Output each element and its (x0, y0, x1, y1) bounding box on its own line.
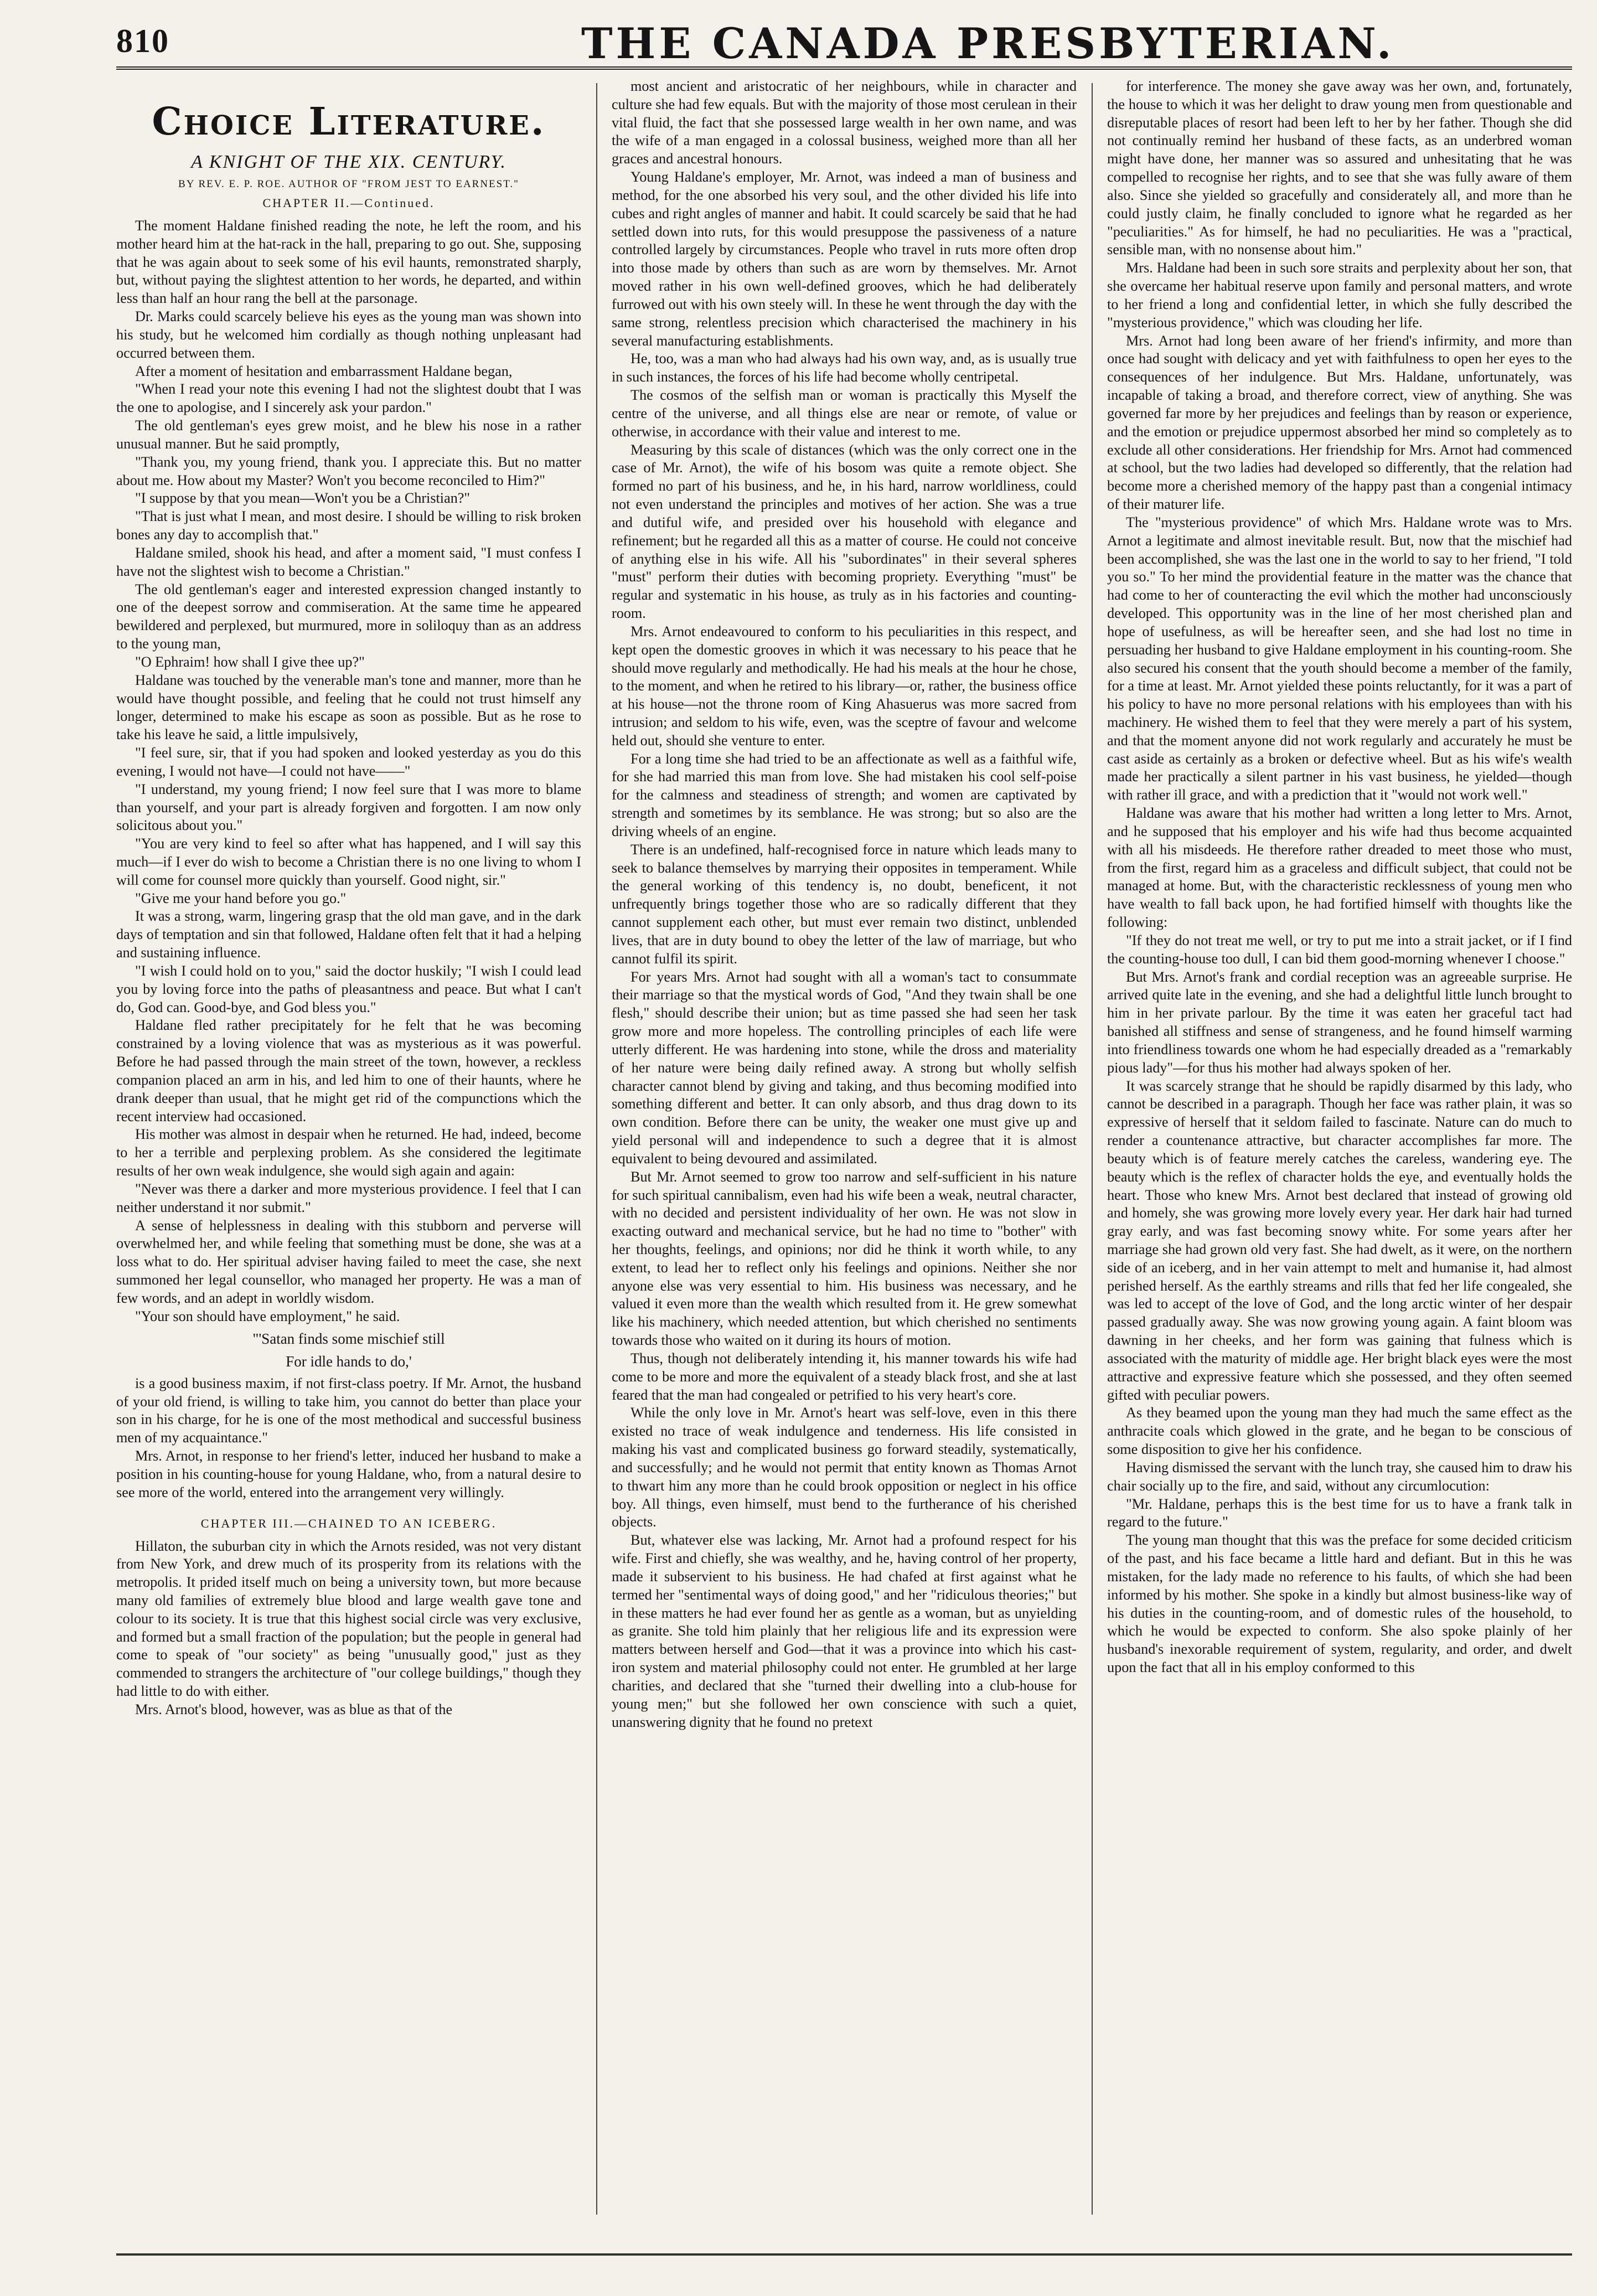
paragraph: But Mrs. Arnot's frank and cordial reception was an agreeable surprise. He arrived quite late in the evening, and she had a delightful little lunch brought to him in her private parlour. By the time it was eaten her graceful tact had banished all stiffness and sense of strangeness, and he found himself warming into friendliness towards one whom he had especially dreaded as a "remarkably pious lady"—for thus his mother had always spoken of her. (1107, 968, 1572, 1076)
column-3 (1107, 78, 1572, 2226)
paragraph: "If they do not treat me well, or try to put me into a strait jacket, or if I find the counting-house too dull, I can bid them good-morning whenever I choose." (1107, 932, 1572, 967)
column-2 (612, 78, 1077, 2226)
paragraph-group (116, 1375, 581, 1502)
paragraph: But Mr. Arnot seemed to grow too narrow and self-sufficient in his nature for such spiritual cannibalism, even had his wife been a weak, neutral character, with no decided and persistent individuality of her own. He was not slow in exacting outward and mechanical service, but he had no time to "bother" with her thoughts, feelings, and opinions; nor did he think it worth while, to any extent, to lead her to reflect only his feelings and opinions. Neither she nor anyone else was very essential to him. His business was necessary, and he valued it even more than the wealth which resulted from it. He grew somewhat like his machinery, which needed attention, but which cherished no sentiments towards those who waited on it during its hours of motion. (612, 1168, 1077, 1349)
paragraph: It was a strong, warm, lingering grasp that the old man gave, and in the dark days of temptation and sin that followed, Haldane often felt that it had a helping and sustaining influence. (116, 908, 581, 961)
paragraph: "You are very kind to feel so after what has happened, and I will say this much—if I ever do wish to become a Christian there is no one living to whom I will come for counsel more quickly than yourself. Good night, sir." (116, 835, 581, 888)
paragraph: Haldane fled rather precipitately for he felt that he was becoming constrained by a loving violence that was as mysterious as it was powerful. Before he had passed through the main street of the town, however, a reckless companion placed an arm in his, and led him to one of their haunts, where he drank deeper than usual, that he might get rid of the compunctions which the recent interview had occasioned. (116, 1017, 581, 1124)
paragraph: "Give me your hand before you go." (135, 890, 347, 906)
paragraph: "I wish I could hold on to you," said the doctor huskily; "I wish I could lead you by loving force into the paths of pleasantness and peace. But what I can't do, God can. Good-bye, and God bless you." (116, 962, 581, 1015)
paragraph: "I suppose by that you mean—Won't you be a Christian?" (135, 490, 471, 507)
paragraph: As they beamed upon the young man they had much the same effect as the anthracite coals which glowed in the grate, and he began to be conscious of some disposition to give her his confidence. (1107, 1405, 1572, 1458)
verse-line: "'Satan finds some mischief still (252, 1330, 445, 1347)
paragraph: Dr. Marks could scarcely believe his eyes as the young man was shown into his study, but he welcomed him cordially as though nothing unpleasant had occurred between them. (116, 308, 581, 361)
paragraph: Haldane was touched by the venerable man's tone and manner, more than he would have thought possible, and feeling that he could not trust himself any longer, determined to make his escape as soon as possible. But as he rose to take his leave he said, a little impulsively, (116, 672, 581, 743)
chapter-heading: CHAPTER II.—Continued. (262, 196, 435, 210)
byline: BY REV. E. P. ROE. AUTHOR OF "FROM JEST TO EARNEST." (178, 178, 519, 190)
paragraph: While the only love in Mr. Arnot's heart was self-love, even in this there existed no trace of weak indulgence and tenderness. His life consisted in making his vast and complicated business go forward steadily, systematically, and successfully; and he would not permit that entity known as Thomas Arnot to thwart him any more than he could brook opposition or neglect in his office boy. All things, even himself, must bend to the furtherance of his cherished objects. (612, 1405, 1077, 1530)
paragraph: "I feel sure, sir, that if you had spoken and looked yesterday as you do this evening, I would not have—I could not have——" (116, 745, 581, 779)
paragraph: The old gentleman's eager and interested expression changed instantly to one of the deepest sorrow and commiseration. At the same time he appeared bewildered and perplexed, but murmured, more in soliloquy than as an address to the young man, (116, 581, 581, 652)
paragraph: Hillaton, the suburban city in which the Arnots resided, was not very distant from New York, and drew much of its prosperity from its relations with the metropolis. It prided itself much on being a university town, but more because many old families of extremely blue blood and large wealth gave tone and colour to its society. It is true that this highest social circle was very exclusive, and formed but a small fraction of the population; but the people in general had come to speak of "our society" as being "unusually good," just as they commended to strangers the architecture of "our college buildings," though they had little to do with either. (116, 1537, 581, 1700)
paragraph: He, too, was a man who had always had his own way, and, as is usually true in such instances, the forces of his life had become wholly centripetal. (612, 350, 1077, 385)
paragraph: most ancient and aristocratic of her neighbours, while in character and culture she had few equals. But with the majority of those most cerulean in their vital fluid, the fact that she possessed large wealth in her own name, and was the wife of a man engaged in a colossal business, weighed more than all her graces and ancestral honours. (612, 78, 1077, 167)
paragraph: "Thank you, my young friend, thank you. I appreciate this. But no matter about me. How about my Master? Won't you become reconciled to Him?" (116, 453, 581, 488)
paragraph: Mrs. Arnot's blood, however, was as blue as that of the (135, 1701, 453, 1717)
paragraph: Thus, though not deliberately intending it, his manner towards his wife had come to be more and more the equivalent of a steady black frost, and she at last feared that the man had congealed or petrified to his very heart's core. (612, 1350, 1077, 1403)
page-footer-rule (116, 2253, 1572, 2256)
masthead-title: THE CANADA PRESBYTERIAN. (581, 19, 1395, 68)
paragraph: It was scarcely strange that he should be rapidly disarmed by this lady, who cannot be described in a paragraph. Though her face was rather plain, it was so expressive of herself that it seldom failed to fascinate. Nature can do much to render a countenance attractive, but character accomplishes far more. The beauty which is of feature merely catches the careless, wandering eye. The beauty which is the reflex of character holds the eye, and eventually holds the heart. Those who knew Mrs. Arnot best declared that instead of growing old and homely, she was growing more lovely every year. Her dark hair had turned gray early, and was fast becoming snowy white. For some years after her marriage she had grown old very fast. She had dwelt, as it were, on the northern side of an iceberg, and in her vain attempt to melt and humanise it, had almost perished herself. As the earthly streams and rills that fed her life congealed, she was led to accept of the love of God, and the long arctic winter of her despair passed gradually away. She was now growing young again. A faint bloom was dawning in her cheeks, and her form was gaining that fulness which is associated with the maturity of middle age. Her bright black eyes were the most attractive and expressive feature which she possessed, and they often seemed gifted with peculiar powers. (1107, 1077, 1572, 1403)
paragraph: The old gentleman's eyes grew moist, and he blew his nose in a rather unusual manner. But he said promptly, (116, 417, 581, 452)
verse-line: For idle hands to do,' (286, 1353, 412, 1370)
paragraph: After a moment of hesitation and embarrassment Haldane began, (135, 363, 513, 379)
paragraph: Haldane was aware that his mother had written a long letter to Mrs. Arnot, and he supposed that his employer and his wife had thus become acquainted with all his misdeeds. He therefore rather dreaded to meet those who must, from the first, regard him as a graceless and difficult subject, that could not be managed at home. But, with the characteristic recklessness of young men who have wealth to fall back upon, he had fortified himself with thoughts like the following: (1107, 805, 1572, 931)
paragraph: The "mysterious providence" of which Mrs. Haldane wrote was to Mrs. Arnot a legitimate and almost inevitable result. But, now that the mischief had been accomplished, she was the last one in the world to say to her friend, "I told you so." To her mind the providential feature in the matter was the chance that had come to her of counteracting the evil which the mother had unconsciously developed. This opportunity was in the line of her most cherished plan and hope of usefulness, as will be hereafter seen, and she had lost no time in persuading her husband to give Haldane employment in his counting-room. She also secured his consent that the youth should become a member of the family, for a time at least. Mr. Arnot yielded these points reluctantly, for it was a part of his policy to have no more personal relations with his employees than with his machinery. He wished them to feel that they were merely a part of his system, and that the moment anyone did not work regularly and accurately he must be cast aside as certainly as a broken or defective wheel. But as his wife's wealth made her practically a silent partner in his vast business, he yielded—though with rather ill grace, and with a prediction that it "would not work well." (1107, 514, 1572, 803)
story-title: A KNIGHT OF THE XIX. CENTURY. (191, 152, 507, 172)
paragraph: The cosmos of the selfish man or woman is practically this Myself the centre of the universe, and all things else are near or remote, of value or otherwise, in accordance with their value and interest to me. (612, 387, 1077, 440)
paragraph: Having dismissed the servant with the lunch tray, she caused him to draw his chair socially up to the fire, and said, without any circumlocution: (1107, 1459, 1572, 1494)
paragraph: Mrs. Haldane had been in such sore straits and perplexity about her son, that she overcame her habitual reserve upon family and personal matters, and wrote to her friend a long and confidential letter, in which she fully described the "mysterious providence," which was clouding her life. (1107, 260, 1572, 331)
paragraph-group (116, 217, 581, 1326)
paragraph-group (116, 1537, 581, 1719)
paragraph: The young man thought that this was the preface for some decided criticism of the past, and his face became a little hard and defiant. But in this he was mistaken, for the lady made no reference to his faults, of which she had been informed by his mother. She spoke in a kindly but almost business-like way of his duties in the counting-room, and of domestic rules of the household, to which he would be expected to conform. She also spoke plainly of her husband's inexorable requirement of system, regularity, and order, and dwelt upon the fact that all in his employ conformed to this (1107, 1532, 1572, 1676)
paragraph: for interference. The money she gave away was her own, and, fortunately, the house to which it was her delight to draw young men from questionable and disreputable places of resort had been left to her by her father. Though she did not continually remind her husband of these facts, as an underbred woman might have done, her manner was so assured and unhesitating that he was compelled to recognise her rights, and to see that she was fully aware of them also. Since she yielded so gracefully and considerately all, and more than he could justly claim, he finally concluded to ignore what he regarded as her "peculiarities." As for himself, he had no peculiarities. He was a "practical, sensible man, with no nonsense about him." (1107, 78, 1572, 258)
paragraph: But, whatever else was lacking, Mr. Arnot had a profound respect for his wife. First and chiefly, she was wealthy, and he, having control of her property, made it subservient to his business. He had chafed at first against what he termed her "sentimental ways of doing good," and her "ridiculous theories;" but in these matters he had ever found her as gentle as a woman, but as unyielding as granite. She told him plainly that her religious life and its expression were matters between herself and God—that it was a province into which his cast-iron system and material philosophy could not enter. He grumbled at her large charities, and declared that she "turned their dwelling into a club-house for young men;" but she followed her own conscience with such a quiet, unanswering dignity that he found no pretext (612, 1532, 1077, 1730)
paragraph: Young Haldane's employer, Mr. Arnot, was indeed a man of business and method, for the one absorbed his very soul, and the other divided his life into cubes and right angles of manner and habit. It could scarcely be said that he had settled down into ruts, for this would presuppose the passiveness of a nature controlled largely by circumstances. People who travel in ruts more often drop into those made by others than such as are worn by themselves. Mr. Arnot moved rather in his own well-defined grooves, which he had deliberately furrowed out with his own steely will. In these he went through the day with the same strong, relentless precision which characterised the machinery in his several manufacturing establishments. (612, 169, 1077, 349)
section-title: Choice Literature. (152, 100, 546, 144)
paragraph: "O Ephraim! how shall I give thee up?" (135, 653, 365, 670)
paragraph: Measuring by this scale of distances (which was the only correct one in the case of Mr. Arnot), the wife of his bosom was quite a remote object. She formed no part of his business, and he, in his hard, narrow worldliness, could not even understand the principles and motives of her action. She was a true and dutiful wife, and presided over his household with elegance and refinement; but he regarded all this as a matter of course. He could not conceive of anything else in his wife. All his "subordinates" in their several spheres "must" perform their duties with becoming propriety. Everything "must" be regular and systematic in his house, as truly as in his factories and counting-room. (612, 441, 1077, 622)
paragraph: Mrs. Arnot endeavoured to conform to his peculiarities in this respect, and kept open the domestic grooves in which it was necessary to his peace that he should move regularly and methodically. He had his meals at the hour he chose, to the moment, and when he retired to his library—or, rather, the business office at his house—not the throne room of King Ahasuerus was more sacred from intrusion; and seldom to his wife, even, was the sceptre of favour and welcome held out, should she venture to enter. (612, 623, 1077, 749)
paragraph: His mother was almost in despair when he returned. He had, indeed, become to her a terrible and perplexing problem. As she considered the legitimate results of her own weak indulgence, she would sigh again and again: (116, 1126, 581, 1179)
paragraph-group (612, 78, 1077, 1731)
paragraph: Mrs. Arnot had long been aware of her friend's infirmity, and more than once had sought with delicacy and yet with faithfulness to open her eyes to the consequences of her indulgence. But Mrs. Haldane, unfortunately, was incapable of taking a broad, and therefore correct, view of anything. She was governed far more by her prejudices and feelings than by reason or experience, and the emotion or prejudice uppermost absorbed her mind so completely as to exclude all other considerations. Her friendship for Mrs. Arnot had commenced at school, but the two ladies had developed so differently, that the relation had become more a cherished memory of the happy past than a congenial intimacy of their maturer life. (1107, 332, 1572, 513)
paragraph: For a long time she had tried to be an affectionate as well as a faithful wife, for she had married this man from love. She had mistaken his cool self-poise for the calmness and steadiness of strength; and women are captivated by strength and sometimes by its semblance. He was strong; but so also are the driving wheels of an engine. (612, 750, 1077, 839)
paragraph: Mrs. Arnot, in response to her friend's letter, induced her husband to make a position in his counting-house for young Haldane, who, from a natural desire to see more of the world, entered into the arrangement very willingly. (116, 1448, 581, 1500)
paragraph: is a good business maxim, if not first-class poetry. If Mr. Arnot, the husband of your old friend, is willing to take him, you cannot do better than place your son in his charge, for he is one of the most methodical and successful business men of my acquaintance." (116, 1375, 581, 1446)
paragraph: Haldane smiled, shook his head, and after a moment said, "I must confess I have not the slightest wish to become a Christian." (116, 544, 581, 579)
paragraph: A sense of helplessness in dealing with this stubborn and perverse will overwhelmed her, and while feeling that something must be done, she was at a loss what to do. Her spiritual adviser having failed to meet the case, she next summoned her legal counsellor, who managed her property. He was a man of few words, and an adept in worldly wisdom. (116, 1217, 581, 1306)
paragraph: "Mr. Haldane, perhaps this is the best time for us to have a frank talk in regard to the future." (1107, 1495, 1572, 1530)
paragraph: "Your son should have employment," he said. (135, 1308, 400, 1324)
page-number: 810 (116, 23, 169, 59)
chapter-heading: CHAPTER III.—CHAINED TO AN ICEBERG. (200, 1516, 497, 1530)
paragraph: "Never was there a darker and more mysterious providence. I feel that I can neither understand it nor submit." (116, 1180, 581, 1215)
paragraph: There is an undefined, half-recognised force in nature which leads many to seek to balance themselves by marrying their opposites in temperament. While the general working of this tendency is, no doubt, beneficent, it not unfrequently brings together those who are so radically different that they cannot supplement each other, but must ever remain two distinct, unblended lives, that are in duty bound to obey the letter of the law of marriage, but who cannot fulfil its spirit. (612, 841, 1077, 967)
paragraph-group (1107, 78, 1572, 1677)
paragraph: The moment Haldane finished reading the note, he left the room, and his mother heard him at the hat-rack in the hall, preparing to go out. She, supposing that he was again about to seek some of his evil haunts, remonstrated sharply, but, without paying the slightest attention to her words, he departed, and within less than half an hour rang the bell at the parsonage. (116, 218, 581, 307)
paragraph: "I understand, my young friend; I now feel sure that I was more to blame than yourself, and your part is already forgiven and forgotten. I am now only solicitous about you." (116, 781, 581, 834)
paragraph: "When I read your note this evening I had not the slightest doubt that I was the one to apologise, and I sincerely ask your pardon." (116, 381, 581, 416)
column-1 (116, 78, 581, 2226)
paragraph: "That is just what I mean, and most desire. I should be willing to risk broken bones any day to accomplish that." (116, 508, 581, 543)
page-header (116, 19, 1572, 70)
text-columns (116, 78, 1572, 2226)
paragraph: For years Mrs. Arnot had sought with all a woman's tact to consummate their marriage so that the mystical words of God, "And they twain shall be one flesh," should describe their union; but as time passed she had seen her task grow more and more hopeless. The controlling principles of each life were utterly different. He was hardening into stone, while the dross and materiality of her nature were being daily refined away. A strong but wholly selfish character cannot blend by giving and taking, and thus becoming modified into something different and better. It can only absorb, and thus drag down to its own condition. Before there can be unity, the weaker one must give up and yield personal will and independence to such a degree that it is almost equivalent to being devoured and assimilated. (612, 968, 1077, 1167)
